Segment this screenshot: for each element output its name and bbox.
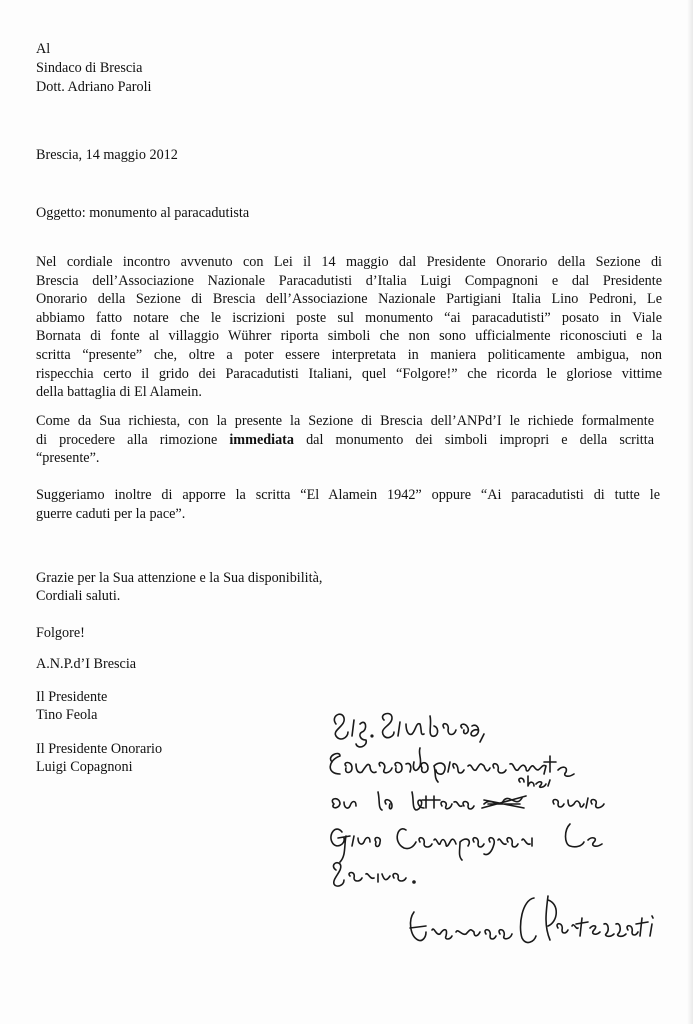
paragraph-1-line: Nel cordiale incontro avvenuto con Lei il 14 maggio dal Presidente Onorario della Sezione di — [36, 254, 662, 270]
paragraph-3-line: guerre caduti per la pace”. — [36, 505, 186, 522]
body-paragraph-3 — [36, 486, 660, 523]
closing-regards: Cordiali saluti. — [36, 588, 121, 604]
paragraph-3-line: Suggeriamo inoltre di apporre la scritta “El Alamein 1942” oppure “Ai paracadutisti di tutte le — [36, 487, 660, 503]
letter-subject: Oggetto: monumento al paracadutista — [36, 205, 250, 221]
body-paragraph-2 — [36, 412, 654, 468]
paragraph-1-line: della battaglia di El Alamein. — [36, 384, 202, 401]
organization-name: A.N.P.d’I Brescia — [36, 656, 137, 672]
recipient-line-3: Dott. Adriano Paroli — [36, 79, 152, 95]
paragraph-1-line: scritta “presente” che, oltre a poter essere interpretata in maniera politicamente ambigua, non — [36, 346, 662, 363]
emphasis-immediata: immediata — [229, 431, 294, 448]
recipient-line-1: Al — [36, 41, 51, 57]
paragraph-2-text: di procedere alla rimozione — [36, 431, 230, 448]
president-name: Tino Feola — [36, 707, 98, 723]
honorary-president-title: Il Presidente Onorario — [36, 741, 163, 757]
scan-edge-shadow — [687, 0, 693, 1024]
paragraph-2-line: “presente”. — [36, 450, 100, 467]
paragraph-1-line: Onorario della Sezione di Brescia dell’Associazione Nazionale Partigiani Italia Lino Pedroni, Le — [36, 291, 662, 308]
handwritten-note — [322, 700, 662, 1000]
paragraph-2-line — [36, 431, 654, 450]
paragraph-2-text: dal monumento dei simboli impropri e della scritta — [293, 431, 654, 448]
paragraph-1-line: Brescia dell’Associazione Nazionale Paracadutisti d’Italia Luigi Compagnoni e dal Presidente — [36, 272, 662, 289]
recipient-line-2: Sindaco di Brescia — [36, 60, 143, 76]
closing-thanks: Grazie per la Sua attenzione e la Sua disponibilità, — [36, 570, 323, 586]
paragraph-1-line: Bornata di fonte al villaggio Wührer riporta simboli che non sono ufficialmente riconosciuti e la — [36, 328, 662, 345]
letter-date: Brescia, 14 maggio 2012 — [36, 147, 178, 163]
paragraph-1-line: abbiamo fatto notare che le iscrizioni poste sul monumento “ai paracadutisti” posato in Viale — [36, 309, 662, 326]
honorary-president-name: Luigi Copagnoni — [36, 759, 133, 775]
paragraph-2-line: Come da Sua richiesta, con la presente la Sezione di Brescia dell’ANPd’I le richiede formalmente — [36, 413, 654, 429]
paragraph-1-line: rispecchia certo il grido dei Paracadutisti Italiani, quel “Folgore!” che ricorda le gloriose vittime — [36, 365, 662, 382]
handwritten-note-drawing — [322, 700, 662, 1000]
body-paragraph-1 — [36, 253, 662, 402]
closing-motto: Folgore! — [36, 625, 85, 641]
president-title: Il Presidente — [36, 689, 108, 705]
